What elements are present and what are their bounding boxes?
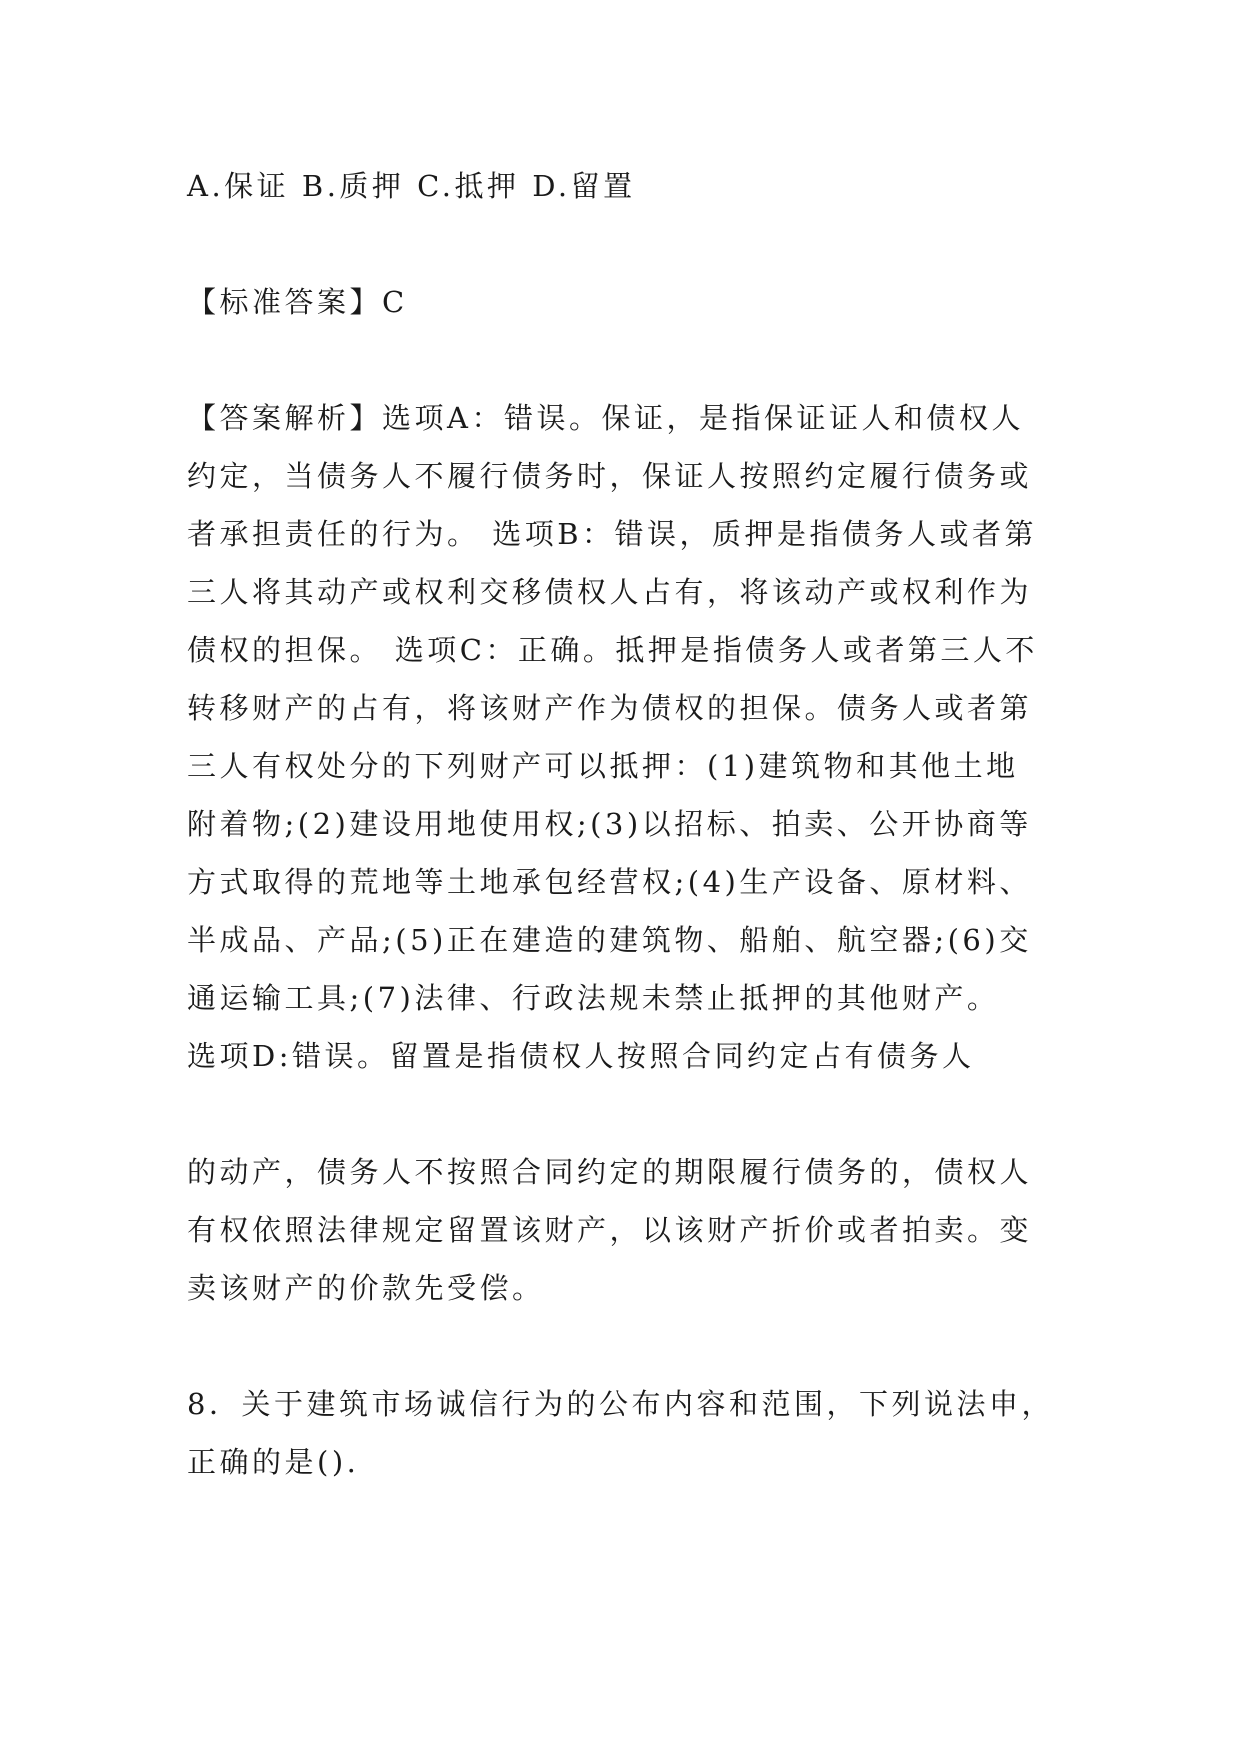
explanation-line: 的动产，债务人不按照合同约定的期限履行债务的，债权人 xyxy=(187,1155,1033,1189)
explanation-line: 卖该财产的价款先受偿。 xyxy=(187,1271,545,1305)
explanation-line: 半成品、产品;(5)正在建造的建筑物、船舶、航空器;(6)交 xyxy=(187,923,1032,957)
explanation-line: 通运输工具;(7)法律、行政法规未禁止抵押的其他财产。 xyxy=(187,981,1000,1015)
explanation-line: 三人有权处分的下列财产可以抵押：(1)建筑物和其他土地 xyxy=(187,749,1019,783)
explanation-line: 转移财产的占有，将该财产作为债权的担保。债务人或者第 xyxy=(187,691,1033,725)
explanation-line: 三人将其动产或权利交移债权人占有，将该动产或权利作为 xyxy=(187,575,1033,609)
explanation-line: 【答案解析】选项A：错误。保证，是指保证证人和债权人 xyxy=(187,401,1024,435)
question-line: 8．关于建筑市场诚信行为的公布内容和范围，下列说法申， xyxy=(187,1387,1054,1421)
explanation-line: 约定，当债务人不履行债务时，保证人按照约定履行债务或 xyxy=(187,459,1033,493)
explanation-line: 选项D:错误。留置是指债权人按照合同约定占有债务人 xyxy=(187,1039,975,1073)
question-line: 正确的是(). xyxy=(187,1445,360,1479)
answer-options: A.保证 B.质押 C.抵押 D.留置 xyxy=(187,169,636,203)
explanation-line: 债权的担保。 选项C：正确。抵押是指债务人或者第三人不 xyxy=(187,633,1038,667)
explanation-line: 者承担责任的行为。 选项B：错误，质押是指债务人或者第 xyxy=(187,517,1038,551)
standard-answer: 【标准答案】C xyxy=(187,285,408,319)
explanation-line: 附着物;(2)建设用地使用权;(3)以招标、拍卖、公开协商等 xyxy=(187,807,1032,841)
explanation-line: 有权依照法律规定留置该财产，以该财产折价或者拍卖。变 xyxy=(187,1213,1033,1247)
explanation-line: 方式取得的荒地等土地承包经营权;(4)生产设备、原材料、 xyxy=(187,865,1032,899)
